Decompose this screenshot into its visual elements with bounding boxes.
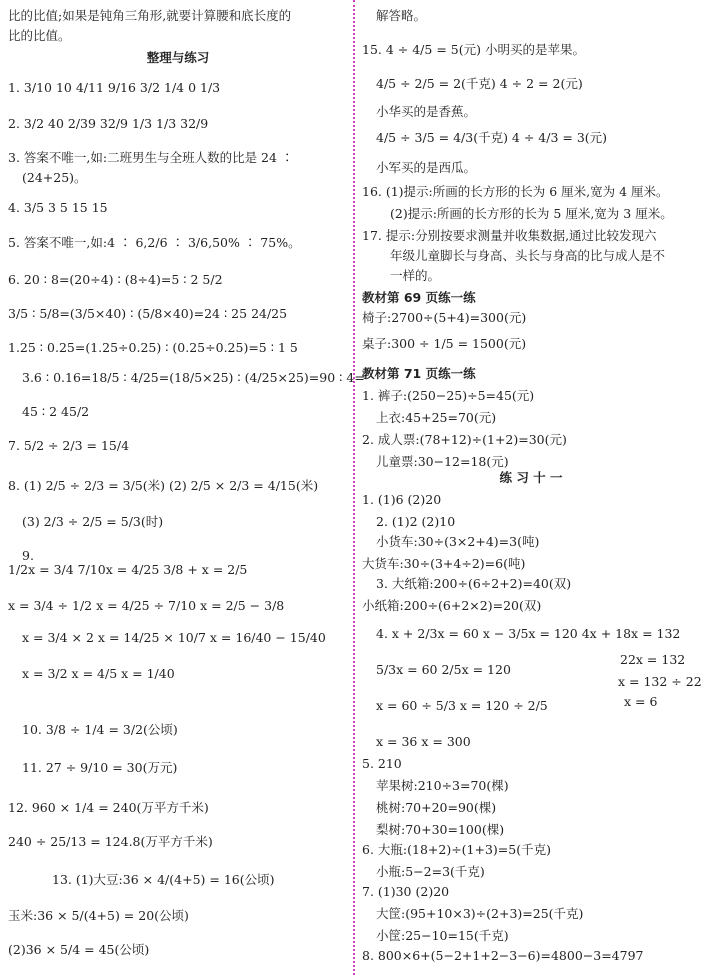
answer-line: (2)提示:所画的长方形的长为 5 厘米,宽为 3 厘米。 (390, 206, 673, 221)
answer-line: 8. 800×6+(5−2+1+2−3−6)=4800−3=4797 (362, 948, 644, 963)
answer-line: 大货车:30÷(3+4÷2)=6(吨) (362, 556, 526, 571)
answer-line: 3. 大纸箱:200÷(6÷2+2)=40(双) (376, 576, 572, 591)
answer-line: 1. 3/10 10 4/11 9/16 3/2 1/4 0 1/3 (8, 80, 221, 95)
answer-line: 比的比值;如果是钝角三角形,就要计算腰和底长度的 (8, 8, 292, 23)
answer-line: 240 ÷ 25/13 = 124.8(万平方千米) (8, 834, 213, 849)
answer-line: 13. (1)大豆:36 × 4/(4+5) = 16(公顷) (52, 872, 275, 887)
answer-line: 6. 大瓶:(18+2)÷(1+3)=5(千克) (362, 842, 551, 857)
answer-line: 4/5 ÷ 3/5 = 4/3(千克) 4 ÷ 4/3 = 3(元) (376, 130, 608, 145)
answer-line: 6. 20 ∶ 8=(20÷4) ∶ (8÷4)=5 ∶ 2 5/2 (8, 272, 223, 287)
section-heading: 练 习 十 一 (499, 470, 563, 485)
answer-line: 梨树:70+30=100(棵) (376, 822, 505, 837)
answer-line: (2)36 × 5/4 = 45(公顷) (8, 942, 150, 957)
answer-line: 4. x + 2/3x = 60 x − 3/5x = 120 4x + 18x = 132 (376, 626, 681, 641)
answer-line: 大筐:(95+10×3)÷(2+3)=25(千克) (376, 906, 584, 921)
answer-line: x = 132 ÷ 22 (618, 674, 702, 689)
answer-line: 4. 3/5 3 5 15 15 (8, 200, 108, 215)
answer-line: 3.6 ∶ 0.16=18/5 ∶ 4/25=(18/5×25) ∶ (4/25×25)=90 ∶ 4= (22, 370, 365, 385)
section-heading: 整理与练习 (146, 50, 210, 65)
answer-line: x = 3/4 ÷ 1/2 x = 4/25 ÷ 7/10 x = 2/5 − 3/8 (8, 598, 285, 613)
answer-line: 5. 210 (362, 756, 402, 771)
answer-line: 16. (1)提示:所画的长方形的长为 6 厘米,宽为 4 厘米。 (362, 184, 669, 199)
answer-line: 2. 成人票:(78+12)÷(1+2)=30(元) (362, 432, 567, 447)
answer-line: 17. 提示:分别按要求测量并收集数据,通过比较发现六 (362, 228, 657, 243)
answer-line: 1. (1)6 (2)20 (362, 492, 442, 507)
column-divider (353, 0, 355, 975)
answer-line: 小货车:30÷(3×2+4)=3(吨) (376, 534, 540, 549)
answer-line: 上衣:45+25=70(元) (376, 410, 497, 425)
answer-line: 小华买的是香蕉。 (376, 104, 477, 119)
answer-line: 椅子:2700÷(5+4)=300(元) (362, 310, 527, 325)
answer-line: 小瓶:5−2=3(千克) (376, 864, 485, 879)
answer-line: 桌子:300 ÷ 1/5 = 1500(元) (362, 336, 527, 351)
answer-line: 苹果树:210÷3=70(棵) (376, 778, 509, 793)
answer-line: 小军买的是西瓜。 (376, 160, 477, 175)
answer-line: 1.25 ∶ 0.25=(1.25÷0.25) ∶ (0.25÷0.25)=5 ∶ 1 5 (8, 340, 298, 355)
answer-line: x = 36 x = 300 (376, 734, 471, 749)
answer-line: 11. 27 ÷ 9/10 = 30(万元) (22, 760, 178, 775)
answer-line: 12. 960 × 1/4 = 240(万平方千米) (8, 800, 209, 815)
answer-line: x = 3/2 x = 4/5 x = 1/40 (22, 666, 175, 681)
answer-line: 15. 4 ÷ 4/5 = 5(元) 小明买的是苹果。 (362, 42, 585, 57)
answer-line: 9. (22, 548, 34, 563)
answer-line: 1/2x = 3/4 7/10x = 4/25 3/8 + x = 2/5 (8, 562, 248, 577)
answer-line: 2. (1)2 (2)10 (376, 514, 456, 529)
answer-line: 1. 裤子:(250−25)÷5=45(元) (362, 388, 535, 403)
answer-line: x = 60 ÷ 5/3 x = 120 ÷ 2/5 (376, 698, 548, 713)
answer-line: (24+25)。 (22, 170, 87, 185)
answer-line: 7. 5/2 ÷ 2/3 = 15/4 (8, 438, 130, 453)
section-heading: 教材第 69 页练一练 (362, 290, 476, 305)
answer-line: 小纸箱:200÷(6+2×2)=20(双) (362, 598, 542, 613)
answer-line: 比的比值。 (8, 28, 71, 43)
answer-line: 45 ∶ 2 45/2 (22, 404, 90, 419)
answer-line: 桃树:70+20=90(棵) (376, 800, 497, 815)
answer-line: 22x = 132 (620, 652, 686, 667)
answer-line: x = 3/4 × 2 x = 14/25 × 10/7 x = 16/40 − 15/40 (22, 630, 326, 645)
answer-line: 一样的。 (390, 268, 441, 283)
answer-line: 玉米:36 × 5/(4+5) = 20(公顷) (8, 908, 189, 923)
answer-line: 7. (1)30 (2)20 (362, 884, 450, 899)
answer-line: 4/5 ÷ 2/5 = 2(千克) 4 ÷ 2 = 2(元) (376, 76, 583, 91)
section-heading: 教材第 71 页练一练 (362, 366, 476, 381)
answer-line: 解答略。 (376, 8, 427, 23)
answer-line: 5. 答案不唯一,如:4 ∶ 6,2/6 ∶ 3/6,50% ∶ 75%。 (8, 235, 301, 250)
answer-line: 3/5 ∶ 5/8=(3/5×40) ∶ (5/8×40)=24 ∶ 25 24/25 (8, 306, 288, 321)
answer-line: 5/3x = 60 2/5x = 120 (376, 662, 511, 677)
answer-line: 8. (1) 2/5 ÷ 2/3 = 3/5(米) (2) 2/5 × 2/3 = 4/15(米) (8, 478, 319, 493)
answer-line: 年级儿童脚长与身高、头长与身高的比与成人是不 (390, 248, 666, 263)
answer-line: (3) 2/3 ÷ 2/5 = 5/3(时) (22, 514, 164, 529)
answer-line: 儿童票:30−12=18(元) (376, 454, 509, 469)
answer-line: 10. 3/8 ÷ 1/4 = 3/2(公顷) (22, 722, 178, 737)
answer-line: 2. 3/2 40 2/39 32/9 1/3 1/3 32/9 (8, 116, 209, 131)
answer-line: 3. 答案不唯一,如:二班男生与全班人数的比是 24 ∶ (8, 150, 294, 165)
answer-line: 小筐:25−10=15(千克) (376, 928, 509, 943)
answer-line: x = 6 (624, 694, 658, 709)
